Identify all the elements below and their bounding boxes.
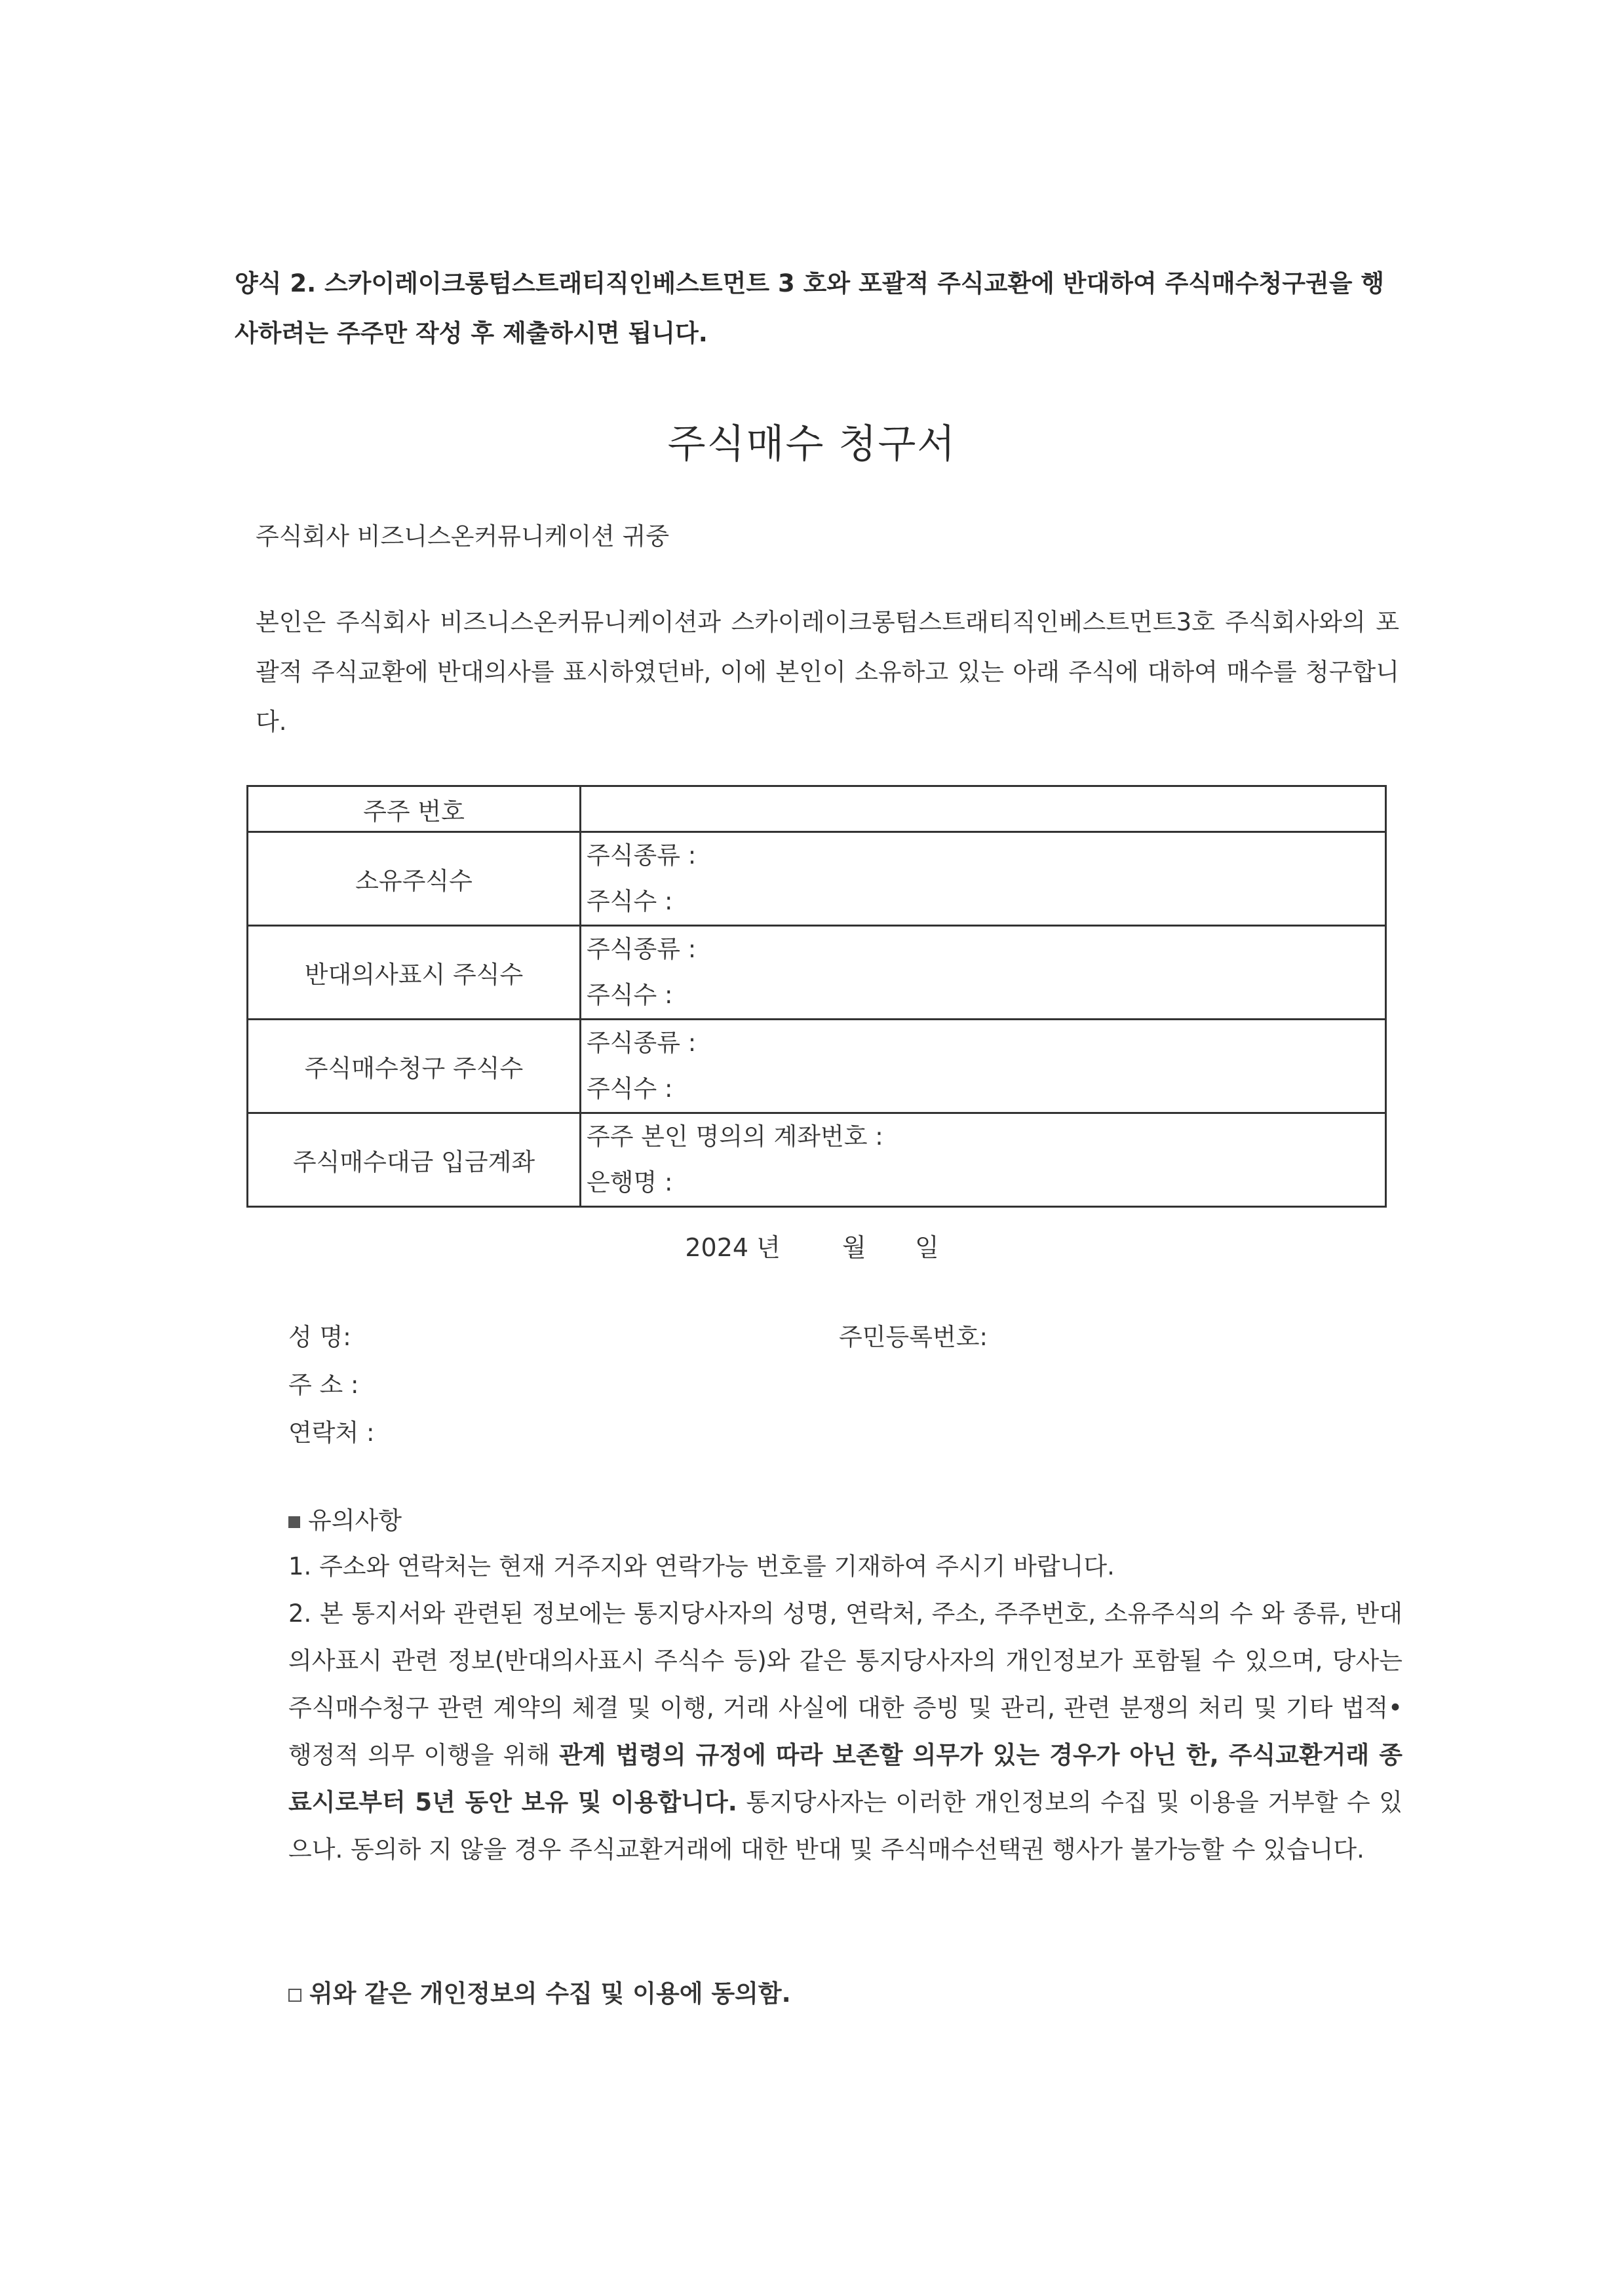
share-info-table [246, 785, 1387, 1208]
consent-checkbox[interactable] [288, 1989, 301, 2002]
field-line: 주식종류 : [587, 935, 697, 963]
field-line: 주식종류 : [587, 841, 697, 870]
notice-item-2-text-end: 통지당사자는 이러한 개인정보의 수집 및 이용을 거부할 수 있으나. 동의하 지 않을 경우 주식교환거래에 대한 반대 및 주식매수선택권 행사가 불가능할 수 있습니다. [288, 1788, 1403, 1864]
date-day[interactable]: 일 [914, 1233, 939, 1262]
notice-item-2-emphasis: 관계 법령의 규정에 따라 보존할 의무가 있는 경우가 아닌 한, 주식교환거래 종료시로부터 5년 동안 보유 및 이용합니다. [288, 1741, 1402, 1816]
row-label: 반대의사표시 주식수 [248, 926, 581, 1020]
notice-heading [288, 1501, 402, 1536]
addressee: 주식회사 비즈니스온커뮤니케이션 귀중 [256, 522, 670, 550]
field-line: 주주 본인 명의의 계좌번호 : [587, 1122, 883, 1151]
date-line [0, 1227, 1624, 1263]
owned-shares-field[interactable] [581, 832, 1386, 926]
field-line: 은행명 : [587, 1168, 673, 1196]
row-label: 소유주식수 [248, 832, 581, 926]
row-label: 주식매수대금 입금계좌 [248, 1113, 581, 1207]
notice-item-2 [288, 1590, 1402, 1873]
field-line: 주식종류 : [587, 1029, 697, 1057]
purchase-request-shares-field[interactable] [581, 1020, 1386, 1113]
notice-list [288, 1543, 1402, 1873]
field-line: 주식수 : [587, 887, 673, 915]
document-title: 주식매수 청구서 [667, 421, 957, 467]
row-label: 주식매수청구 주식수 [248, 1020, 581, 1113]
table-row-owned-shares [248, 832, 1386, 926]
date-year[interactable]: 2024 년 [685, 1233, 781, 1262]
table-row-purchase-request-shares [248, 1020, 1386, 1113]
notice-heading-text: 유의사항 [308, 1506, 402, 1535]
notice-item-1: 1. 주소와 연락처는 현재 거주지와 연락가능 번호를 기재하여 주시기 바랍니다. [288, 1552, 1115, 1580]
payment-account-field[interactable] [581, 1113, 1386, 1207]
contact-field[interactable]: 연락처 : [288, 1419, 375, 1447]
dissent-shares-field[interactable] [581, 926, 1386, 1020]
row-label: 주주 번호 [248, 786, 581, 832]
table-row-dissent-shares [248, 926, 1386, 1020]
request-statement: 본인은 주식회사 비즈니스온커뮤니케이션과 스카이레이크롱텀스트래티직인베스트먼트3호 주식회사와의 포괄적 주식교환에 반대의사를 표시하였던바, 이에 본인이 소유하고 있는 아래 주식에 대하여 매수를 청구합니다. [256, 608, 1399, 736]
field-line: 주식수 : [587, 981, 673, 1009]
address-field[interactable]: 주 소 : [288, 1371, 359, 1399]
field-line: 주식수 : [587, 1075, 673, 1103]
shareholder-number-field[interactable] [581, 786, 1386, 832]
date-month[interactable]: 월 [842, 1233, 866, 1262]
resident-number-field[interactable]: 주민등록번호: [839, 1323, 988, 1351]
name-field[interactable]: 성 명: [288, 1323, 351, 1351]
table-row-payment-account [248, 1113, 1386, 1207]
notice-item-2-text: 2. 본 통지서와 관련된 정보에는 통지당사자의 성명, 연락처, 주소, 주주번호, 소유주식의 수 와 종류, 반대의사표시 관련 정보(반대의사표시 주식수 등)와 같은 통지당사자의 개인정보가 포함될 수 있으며, 당사는 주식매수청구 관련 계약의 체결 및 이행, 거래 사실에 대한 증빙 및 관리, 관련 분쟁의 처리 및 기타 법적•행정적 의무 이행을 위해 [288, 1599, 1402, 1769]
intro-note: 양식 2. 스카이레이크롱텀스트래티직인베스트먼트 3 호와 포괄적 주식교환에 반대하여 주식매수청구권을 행사하려는 주주만 작성 후 제출하시면 됩니다. [235, 269, 1385, 347]
table-row-shareholder-no [248, 786, 1386, 832]
filled-square-icon [288, 1516, 300, 1528]
consent-label: 위와 같은 개인정보의 수집 및 이용에 동의함. [309, 1980, 791, 2008]
consent-checkbox-row[interactable] [288, 1974, 791, 2009]
